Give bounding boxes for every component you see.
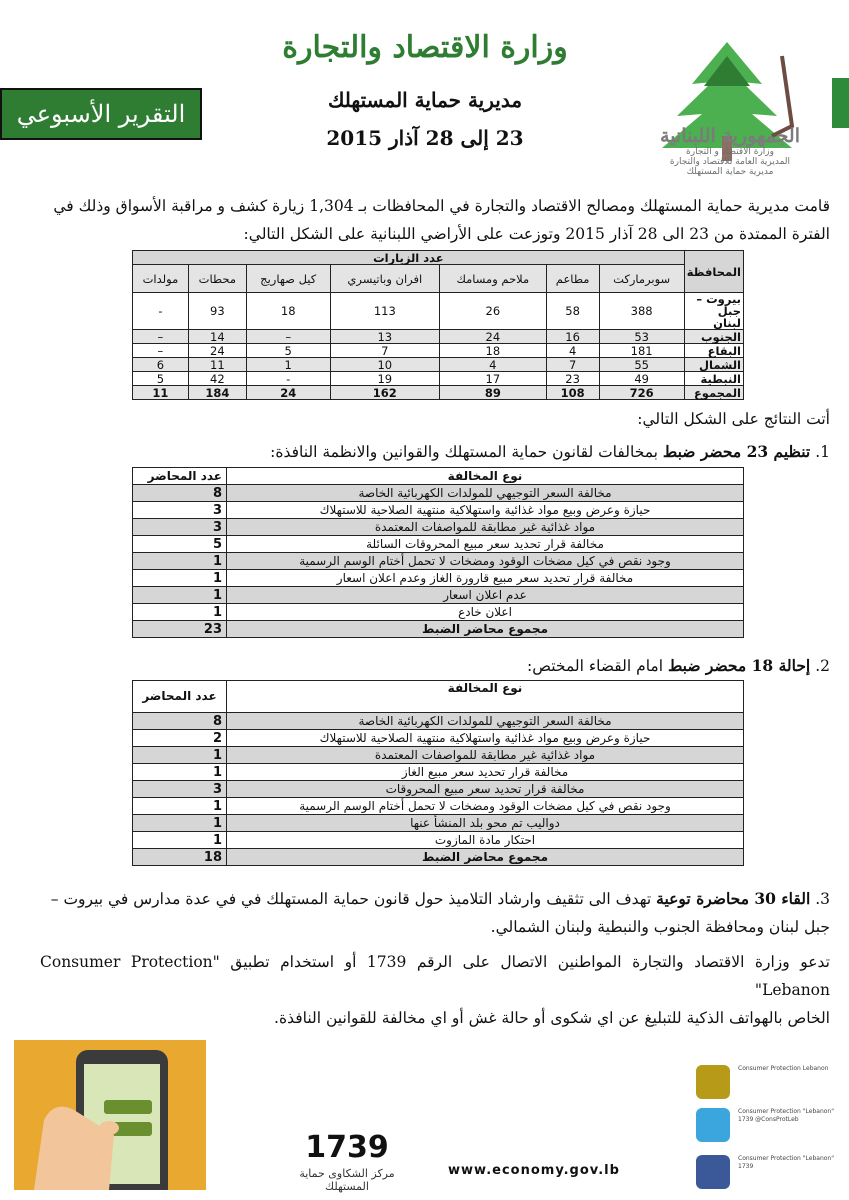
- cell: 16: [546, 330, 599, 344]
- col-bakeries: افران وباتيسري: [330, 265, 439, 293]
- total-row: [133, 849, 744, 866]
- smartphone-app-image: [14, 1040, 206, 1190]
- table-row: [133, 570, 744, 587]
- violation-count: 1: [133, 587, 227, 604]
- violation-count: 1: [133, 553, 227, 570]
- logo-line1: الجمهورية اللبنانية: [660, 125, 800, 147]
- section3-paragraph: [40, 885, 830, 941]
- violations1-header: [133, 468, 744, 485]
- cell: 93: [188, 293, 246, 330]
- logo-line2: وزارة الاقتصاد و التجارة: [686, 147, 774, 157]
- cell: 181: [599, 344, 684, 358]
- section2-bold: إحالة 18 محضر ضبط: [667, 656, 811, 675]
- violation-name: مخالفة السعر التوجيهي للمولدات الكهربائية الخاصة: [227, 713, 744, 730]
- section3-rest: تهدف الى تثقيف وارشاد التلاميذ حول قانون حماية المستهلك في في عدة مدارس في بيروت –: [50, 890, 657, 908]
- logo-line4: مديرية حماية المستهلك: [686, 167, 774, 177]
- cell: 24: [246, 386, 330, 400]
- section1-heading: [40, 442, 830, 461]
- violation-name: حيازة وعرض وبيع مواد غذائية واستهلاكية منتهية الصلاحية للاستهلاك: [227, 502, 744, 519]
- social-twitter[interactable]: [696, 1108, 836, 1142]
- row-label: المجموع: [684, 386, 743, 400]
- violation-name: مخالفة السعر التوجيهي للمولدات الكهربائية الخاصة: [227, 485, 744, 502]
- row-label: النبطية: [684, 372, 743, 386]
- col-butchers: ملاحم ومسامك: [440, 265, 547, 293]
- cell: 42: [188, 372, 246, 386]
- ministry-title: وزارة الاقتصاد والتجارة: [282, 30, 568, 65]
- facebook-icon: [696, 1155, 730, 1189]
- cell: 23: [546, 372, 599, 386]
- violation-count: 1: [133, 815, 227, 832]
- table-row: [133, 485, 744, 502]
- cell: 53: [599, 330, 684, 344]
- table-row: [133, 519, 744, 536]
- table-row: [133, 372, 744, 386]
- section3-number: 3.: [815, 890, 830, 908]
- visits-count-header: عدد الزيارات: [133, 251, 685, 265]
- social-app[interactable]: [696, 1065, 836, 1099]
- table-row: [133, 815, 744, 832]
- violation-name: مخالفة قرار تحديد سعر مبيع المحروقات السائلة: [227, 536, 744, 553]
- closing-paragraph: [40, 948, 830, 1032]
- table-row: [133, 713, 744, 730]
- cell: 1: [246, 358, 330, 372]
- violation-name: احتكار مادة المازوت: [227, 832, 744, 849]
- violation-name: مواد غذائية غير مطابقة للمواصفات المعتمدة: [227, 519, 744, 536]
- col-restaurants: مطاعم: [546, 265, 599, 293]
- cell: 26: [440, 293, 547, 330]
- table-row: [133, 536, 744, 553]
- side-accent-bar: [832, 78, 849, 128]
- cell: 388: [599, 293, 684, 330]
- cell: 108: [546, 386, 599, 400]
- section2-rest: امام القضاء المختص:: [527, 657, 668, 675]
- cell: 113: [330, 293, 439, 330]
- table-row: [133, 344, 744, 358]
- weekly-report-badge: التقرير الأسبوعي: [0, 88, 202, 140]
- table-row: [133, 330, 744, 344]
- violation-count: 1: [133, 832, 227, 849]
- violation-count: 1: [133, 570, 227, 587]
- cell: 7: [546, 358, 599, 372]
- cell: 58: [546, 293, 599, 330]
- table-row: [133, 764, 744, 781]
- section3-line2: جبل لبنان ومحافظة الجنوب والنبطية ولبنان الشمالي.: [490, 918, 830, 936]
- violation-name: مخالفة قرار تحديد سعر مبيع المحروقات: [227, 781, 744, 798]
- closing-line1: تدعو وزارة الاقتصاد والتجارة المواطنين الاتصال على الرقم 1739 أو استخدام تطبيق "Consumer Protection Lebanon": [40, 953, 830, 999]
- violation-count: 2: [133, 730, 227, 747]
- total-row: [133, 621, 744, 638]
- col-stations: محطات: [188, 265, 246, 293]
- violation-name: مخالفة قرار تحديد سعر مبيع الغاز: [227, 764, 744, 781]
- violation-count: 1: [133, 798, 227, 815]
- intro-line2: الفترة الممتدة من 23 الى 28 آذار 2015 وتوزعت على الأراضي اللبنانية على الشكل التالي:: [243, 225, 830, 243]
- cell: 17: [440, 372, 547, 386]
- total-label: مجموع محاضر الضبط: [227, 621, 744, 638]
- violation-name: عدم اعلان اسعار: [227, 587, 744, 604]
- hotline-caption: مركز الشكاوى حماية المستهلك: [299, 1167, 395, 1193]
- table-row: [133, 747, 744, 764]
- col-supermarket: سوبرماركت: [599, 265, 684, 293]
- closing-line2: الخاص بالهواتف الذكية للتبليغ عن اي شكوى أو حالة غش أو اي مخالفة للقوانين النافذة.: [274, 1009, 830, 1027]
- cell: 5: [246, 344, 330, 358]
- hotline-block: [282, 1130, 412, 1193]
- table-row: [133, 358, 744, 372]
- intro-line1: قامت مديرية حماية المستهلك ومصالح الاقتصاد والتجارة في المحافظات بـ 1,304 زيارة كشف و مراقبة الأسواق وذلك في: [53, 197, 830, 215]
- section1-rest: بمخالفات لقانون حماية المستهلك والقوانين والانظمة النافذة:: [270, 443, 663, 461]
- violation-name: وجود نقص في كيل مضخات الوقود ومضخات لا تحمل أختام الوسم الرسمية: [227, 553, 744, 570]
- total-count: 23: [133, 621, 227, 638]
- table-row: [133, 293, 744, 330]
- directorate-title: مديرية حماية المستهلك: [327, 88, 523, 112]
- visits-header-row: [133, 251, 744, 265]
- intro-paragraph: [40, 192, 830, 248]
- section1-bold: تنظيم 23 محضر ضبط: [662, 442, 811, 461]
- cell: 162: [330, 386, 439, 400]
- violation-name: حيازة وعرض وبيع مواد غذائية واستهلاكية منتهية الصلاحية للاستهلاك: [227, 730, 744, 747]
- governorate-header: المحافظة: [684, 251, 743, 293]
- cell: 49: [599, 372, 684, 386]
- cell: 19: [330, 372, 439, 386]
- cell: 89: [440, 386, 547, 400]
- col-generators: مولدات: [133, 265, 189, 293]
- cell: 4: [440, 358, 547, 372]
- visits-table: [132, 250, 744, 400]
- violation-name: اعلان خادع: [227, 604, 744, 621]
- violation-name: مواد غذائية غير مطابقة للمواصفات المعتمدة: [227, 747, 744, 764]
- section2-heading: [40, 656, 830, 675]
- table-row: [133, 604, 744, 621]
- twitter-icon: [696, 1108, 730, 1142]
- row-label: بيروت – جبل لبنان: [684, 293, 743, 330]
- violation-count: 3: [133, 781, 227, 798]
- type-header: نوع المخالفة: [227, 681, 744, 713]
- hand-phone-icon: [14, 1040, 206, 1190]
- results-intro: أتت النتائج على الشكل التالي:: [637, 410, 830, 428]
- cell: 24: [440, 330, 547, 344]
- violation-count: 1: [133, 604, 227, 621]
- visits-columns-row: [133, 265, 744, 293]
- cell: -: [246, 372, 330, 386]
- cell: –: [133, 330, 189, 344]
- violation-count: 1: [133, 764, 227, 781]
- table-row: [133, 781, 744, 798]
- violations-table-1: [132, 467, 744, 638]
- violation-count: 8: [133, 485, 227, 502]
- social-app-text: Consumer Protection Lebanon: [738, 1065, 829, 1072]
- cell: 24: [188, 344, 246, 358]
- violation-count: 5: [133, 536, 227, 553]
- total-label: مجموع محاضر الضبط: [227, 849, 744, 866]
- cell: 13: [330, 330, 439, 344]
- cell: 726: [599, 386, 684, 400]
- cell: -: [133, 293, 189, 330]
- cell: 10: [330, 358, 439, 372]
- row-label: الجنوب: [684, 330, 743, 344]
- app-shield-icon: [696, 1065, 730, 1099]
- cell: 18: [246, 293, 330, 330]
- cell: 11: [133, 386, 189, 400]
- report-date-range: 23 إلى 28 آذار 2015: [326, 126, 524, 150]
- logo-line3: المديرية العامة للاقتصاد والتجارة: [669, 157, 791, 167]
- table-row: [133, 730, 744, 747]
- cell: 5: [133, 372, 189, 386]
- violation-count: 1: [133, 747, 227, 764]
- cell: 4: [546, 344, 599, 358]
- hotline-number: 1739: [305, 1130, 389, 1165]
- table-row: [133, 587, 744, 604]
- type-header: نوع المخالفة: [227, 468, 744, 485]
- col-tankers: كيل صهاريج: [246, 265, 330, 293]
- table-row: [133, 832, 744, 849]
- logo-caption: [640, 125, 820, 177]
- social-facebook[interactable]: [696, 1155, 836, 1189]
- violation-count: 3: [133, 502, 227, 519]
- table-row: [133, 502, 744, 519]
- cell: –: [133, 344, 189, 358]
- table-row: [133, 798, 744, 815]
- cell: 184: [188, 386, 246, 400]
- violation-name: دواليب تم محو بلد المنشأ عنها: [227, 815, 744, 832]
- social-facebook-text: Consumer Protection "Lebanon" 1739: [738, 1155, 834, 1170]
- violation-count: 8: [133, 713, 227, 730]
- cell: 11: [188, 358, 246, 372]
- cell: 55: [599, 358, 684, 372]
- cell: 6: [133, 358, 189, 372]
- totals-row: [133, 386, 744, 400]
- table-row: [133, 553, 744, 570]
- count-header: عدد المحاضر: [133, 468, 227, 485]
- section2-number: 2.: [815, 657, 830, 675]
- social-twitter-text: Consumer Protection "Lebanon" 1739 @ConsProtLeb: [738, 1108, 834, 1123]
- section1-number: 1.: [815, 443, 830, 461]
- violations2-header: [133, 681, 744, 713]
- violation-name: مخالفة قرار تحديد سعر مبيع قارورة الغاز وعدم اعلان اسعار: [227, 570, 744, 587]
- violation-name: وجود نقص في كيل مضخات الوقود ومضخات لا تحمل أختام الوسم الرسمية: [227, 798, 744, 815]
- count-header: عدد المحاضر: [133, 681, 227, 713]
- total-count: 18: [133, 849, 227, 866]
- cell: 18: [440, 344, 547, 358]
- section3-line1: [40, 885, 830, 913]
- cell: –: [246, 330, 330, 344]
- website-link[interactable]: www.economy.gov.lb: [448, 1163, 620, 1178]
- cell: 14: [188, 330, 246, 344]
- row-label: الشمال: [684, 358, 743, 372]
- violations-table-2: [132, 680, 744, 866]
- section3-bold: القاء 30 محاضرة توعية: [656, 889, 811, 908]
- cell: 7: [330, 344, 439, 358]
- row-label: البقاع: [684, 344, 743, 358]
- violation-count: 3: [133, 519, 227, 536]
